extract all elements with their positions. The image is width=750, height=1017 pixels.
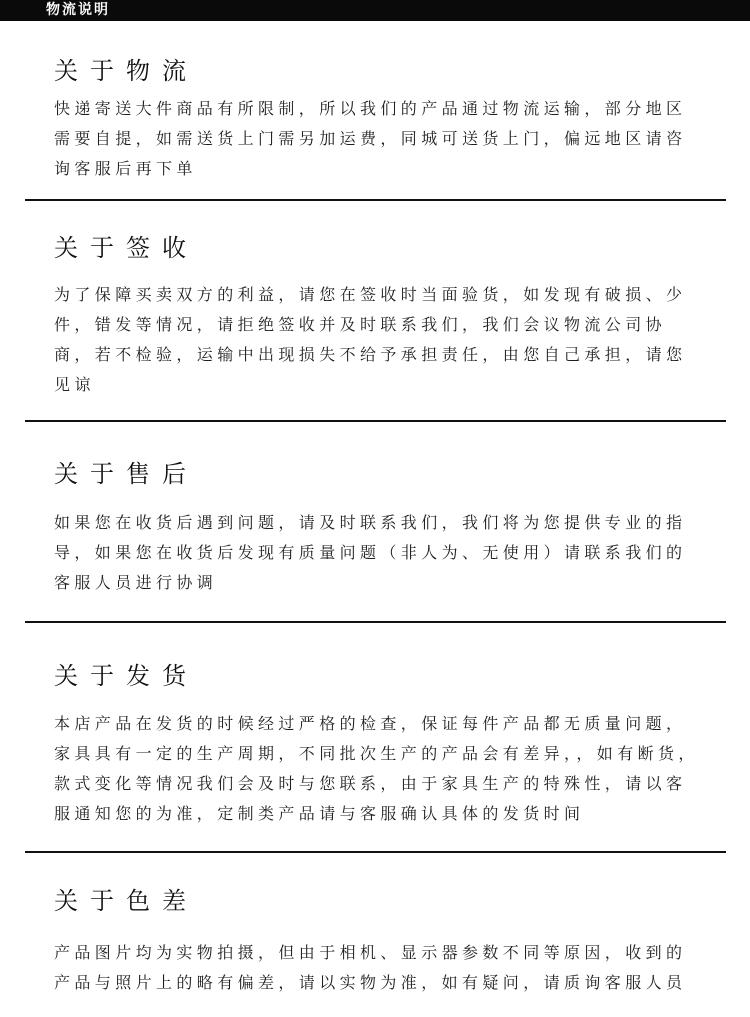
section-body: 快递寄送大件商品有所限制，所以我们的产品通过物流运输，部分地区需要自提，如需送货上门需另加运费，同城可送货上门，偏远地区请咨询客服后再下单 bbox=[54, 99, 687, 178]
section-body: 本店产品在发货的时候经过严格的检查，保证每件产品都无质量问题，家具具有一定的生产周期，不同批次生产的产品会有差异，，如有断货，款式变化等情况我们会及时与您联系，由于家具生产的特殊性，请以客服通知您的为准，定制类产品请与客服确认具体的发货时间 bbox=[54, 714, 699, 823]
header-title: 物流说明 bbox=[46, 2, 110, 18]
section-title: 关于售后 bbox=[54, 460, 198, 488]
section-divider bbox=[25, 621, 726, 623]
section-body: 产品图片均为实物拍摄，但由于相机、显示器参数不同等原因，收到的产品与照片上的略有偏差，请以实物为准，如有疑问，请质询客服人员 bbox=[54, 943, 687, 992]
section-title: 关于签收 bbox=[54, 234, 198, 262]
section-title: 关于物流 bbox=[54, 57, 198, 85]
section-title: 关于发货 bbox=[54, 662, 198, 690]
header-bar bbox=[0, 0, 750, 21]
section-divider bbox=[25, 199, 726, 201]
section-divider bbox=[25, 420, 726, 422]
section-body: 为了保障买卖双方的利益，请您在签收时当面验货，如发现有破损、少件，错发等情况，请拒绝签收并及时联系我们，我们会议物流公司协商，若不检验，运输中出现损失不给予承担责任，由您自己承担，请您见谅 bbox=[54, 285, 687, 394]
section-divider bbox=[25, 851, 726, 853]
section-title: 关于色差 bbox=[54, 887, 198, 915]
section-body: 如果您在收货后遇到问题，请及时联系我们，我们将为您提供专业的指导，如果您在收货后发现有质量问题（非人为、无使用）请联系我们的客服人员进行协调 bbox=[54, 513, 687, 592]
